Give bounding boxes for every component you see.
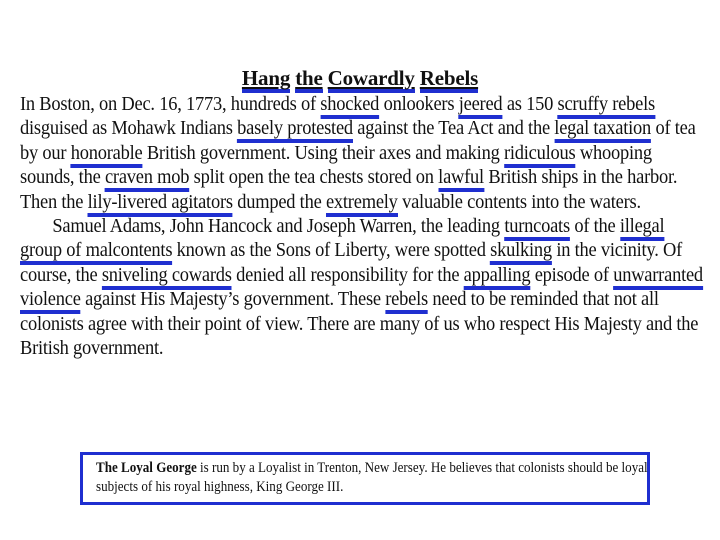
body-text: British government. Using their axes and making bbox=[142, 141, 504, 164]
body-text: of the bbox=[569, 215, 620, 238]
body-text: dumped the bbox=[232, 190, 326, 213]
title-word: the bbox=[295, 67, 322, 93]
highlighted-word: scruffy rebels bbox=[558, 93, 655, 119]
highlighted-word: lily-livered agitators bbox=[88, 191, 233, 217]
body-text: of tea by our bbox=[20, 117, 696, 164]
article-body bbox=[20, 92, 709, 360]
paragraph-2 bbox=[20, 214, 709, 360]
note-body: is run by a Loyalist in Trenton, New Jersey. He believes that colonists should be loyal subjects of his royal highness, King George III. bbox=[96, 460, 648, 495]
title-word: Cowardly bbox=[328, 67, 415, 93]
highlighted-word: lawful bbox=[438, 166, 484, 192]
highlighted-word: honorable bbox=[71, 142, 143, 168]
highlighted-word: craven mob bbox=[105, 166, 189, 192]
body-text: as 150 bbox=[502, 93, 558, 115]
body-text: disguised as Mohawk Indians bbox=[20, 117, 238, 140]
highlighted-word: sniveling cowards bbox=[102, 264, 232, 290]
article-title bbox=[0, 66, 720, 93]
body-text: In Boston, on Dec. 16, 1773, hundreds of bbox=[20, 93, 321, 115]
body-text: in the vicinity. Of course, the bbox=[20, 239, 683, 286]
body-text: against the Tea Act and the bbox=[352, 117, 555, 140]
body-text: known as the Sons of Liberty, were spotted bbox=[172, 239, 491, 262]
note-text bbox=[96, 459, 648, 496]
highlighted-word: skulking bbox=[490, 239, 552, 265]
paragraph-1 bbox=[20, 92, 709, 214]
body-text: onlookers bbox=[379, 93, 459, 115]
body-text: split open the tea chests stored on bbox=[189, 166, 439, 189]
title-word: Rebels bbox=[420, 67, 478, 93]
body-text: valuable contents into the waters. bbox=[397, 190, 641, 213]
highlighted-word: rebels bbox=[385, 288, 428, 314]
highlighted-word: legal taxation bbox=[554, 117, 651, 143]
body-text: denied all responsibility for the bbox=[231, 263, 464, 286]
highlighted-word: shocked bbox=[320, 93, 379, 119]
body-text: whooping sounds, the bbox=[20, 141, 652, 189]
body-text: need to be reminded that not all colonists agree with their point of view. There are many of us who respect His Majesty and the British government. bbox=[20, 288, 699, 360]
highlighted-word: extremely bbox=[326, 191, 398, 217]
note-bold-name: The Loyal George bbox=[96, 460, 197, 476]
highlighted-word: basely protested bbox=[237, 117, 353, 143]
highlighted-word: turncoats bbox=[504, 215, 570, 241]
loyal-george-note bbox=[80, 452, 650, 505]
body-text: British ships in the harbor. Then the bbox=[20, 166, 678, 213]
highlighted-word: unwarranted violence bbox=[20, 264, 703, 314]
highlighted-word: appalling bbox=[464, 264, 531, 290]
highlighted-word: illegal group of malcontents bbox=[20, 215, 664, 265]
highlighted-word: ridiculous bbox=[504, 142, 576, 168]
title-word: Hang bbox=[242, 67, 290, 93]
body-text: Samuel Adams, John Hancock and Joseph Warren, the leading bbox=[52, 215, 505, 238]
highlighted-word: jeered bbox=[459, 93, 503, 119]
body-text: episode of bbox=[530, 263, 614, 286]
body-text: against His Majesty’s government. These bbox=[80, 288, 386, 311]
